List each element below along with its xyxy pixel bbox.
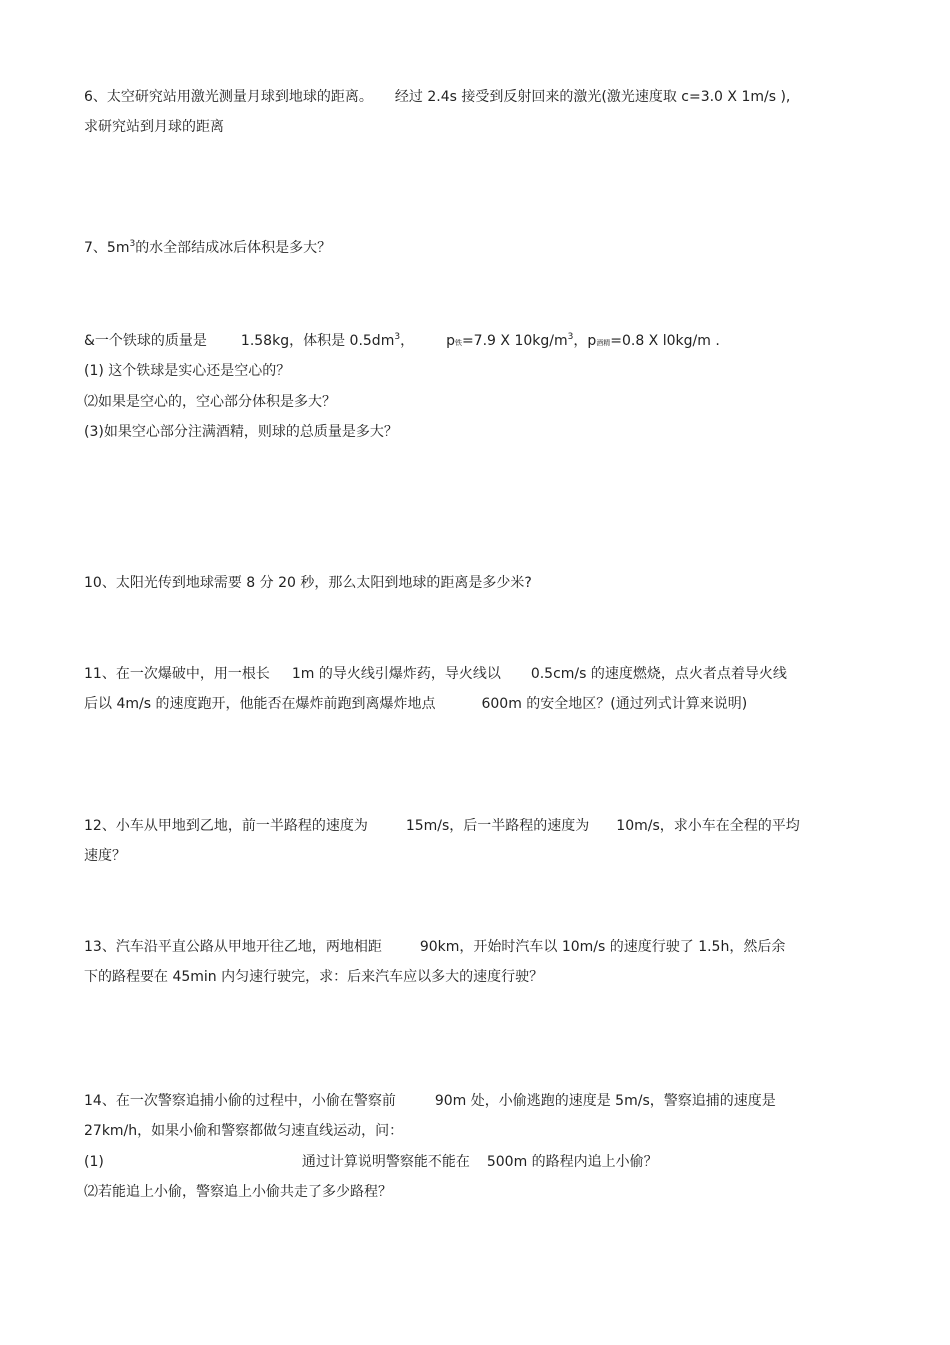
q8-part-b-tail: ， — [400, 333, 415, 349]
q8-part-d: ，p — [573, 333, 597, 349]
q8-part-b: 1.58kg，体积是 0.5dm — [240, 333, 395, 349]
question-14-sub-1 — [84, 1153, 658, 1171]
q7-sup: 3 — [129, 239, 136, 249]
q8-part-c-sub: 铁 — [454, 339, 462, 347]
question-14-line-1 — [84, 1092, 776, 1110]
question-12-line-1 — [84, 817, 800, 835]
q8-part-a: &一个铁球的质量是 — [84, 333, 207, 349]
q7-pre: 7、5m — [84, 240, 130, 256]
question-14-sub-2: ⑵若能追上小偷，警察追上小偷共走了多少路程？ — [84, 1184, 392, 1200]
q8-part-c2: =7.9 X 10kg/m — [461, 333, 568, 349]
question-6-line-1 — [84, 88, 790, 106]
q14-sub-1-number: (1) — [84, 1154, 104, 1170]
q8-part-d2: =0.8 X l0kg/m . — [610, 333, 720, 349]
q12-text-a: 12、小车从甲地到乙地，前一半路程的速度为 — [84, 818, 368, 834]
question-8-sub-2: ⑵如果是空心的，空心部分体积是多大？ — [84, 394, 336, 410]
question-12-line-2: 速度？ — [84, 848, 126, 864]
question-7 — [84, 239, 331, 257]
question-8-sub-1: (1) 这个铁球是实心还是空心的？ — [84, 363, 291, 379]
question-8-line-1 — [84, 332, 720, 352]
q6-text-a: 6、太空研究站用激光测量月球到地球的距离。 — [84, 89, 373, 105]
q8-part-d-sub: 酒精 — [596, 339, 611, 347]
question-6-line-2: 求研究站到月球的距离 — [84, 119, 224, 135]
q8-part-b-sup: 3 — [394, 332, 401, 342]
q12-text-b: 15m/s，后一半路程的速度为 — [405, 818, 590, 834]
q11-text-d: 后以 4m/s 的速度跑开，他能否在爆炸前跑到离爆炸地点 — [84, 696, 436, 712]
question-13-line-2: 下的路程要在 45min 内匀速行驶完，求：后来汽车应以多大的速度行驶？ — [84, 969, 544, 985]
q11-text-e: 600m 的安全地区？(通过列式计算来说明) — [481, 696, 748, 712]
question-13-line-1 — [84, 938, 785, 956]
q11-text-a: 11、在一次爆破中，用一根长 — [84, 666, 270, 682]
q12-text-c: 10m/s，求小车在全程的平均 — [616, 818, 800, 834]
q14-sub-1-text-b: 500m 的路程内追上小偷？ — [486, 1154, 658, 1170]
q14-text-b: 90m 处，小偷逃跑的速度是 5m/s，警察追捕的速度是 — [434, 1093, 776, 1109]
q6-text-b: 经过 2.4s 接受到反射回来的激光(激光速度取 c=3.0 X 1m/s ), — [394, 89, 791, 105]
q14-sub-1-text-a: 通过计算说明警察能不能在 — [301, 1154, 470, 1170]
q13-text-b: 90km，开始时汽车以 10m/s 的速度行驶了 1.5h，然后余 — [419, 939, 786, 955]
question-11-line-1 — [84, 665, 787, 683]
q13-text-a: 13、汽车沿平直公路从甲地开往乙地，两地相距 — [84, 939, 382, 955]
q8-part-c: p — [446, 333, 455, 349]
question-11-line-2 — [84, 695, 747, 713]
question-8-sub-3: (3)如果空心部分注满酒精，则球的总质量是多大？ — [84, 424, 398, 440]
q11-text-c: 0.5cm/s 的速度燃烧，点火者点着导火线 — [530, 666, 787, 682]
q7-post: 的水全部结成冰后体积是多大？ — [135, 240, 332, 256]
q8-part-c-sup: 3 — [567, 332, 574, 342]
q14-text-a: 14、在一次警察追捕小偷的过程中，小偷在警察前 — [84, 1093, 396, 1109]
question-10: 10、太阳光传到地球需要 8 分 20 秒，那么太阳到地球的距离是多少米? — [84, 575, 532, 591]
question-14-line-2: 27km/h，如果小偷和警察都做匀速直线运动，问： — [84, 1123, 404, 1139]
q11-text-b: 1m 的导火线引爆炸药，导火线以 — [291, 666, 501, 682]
